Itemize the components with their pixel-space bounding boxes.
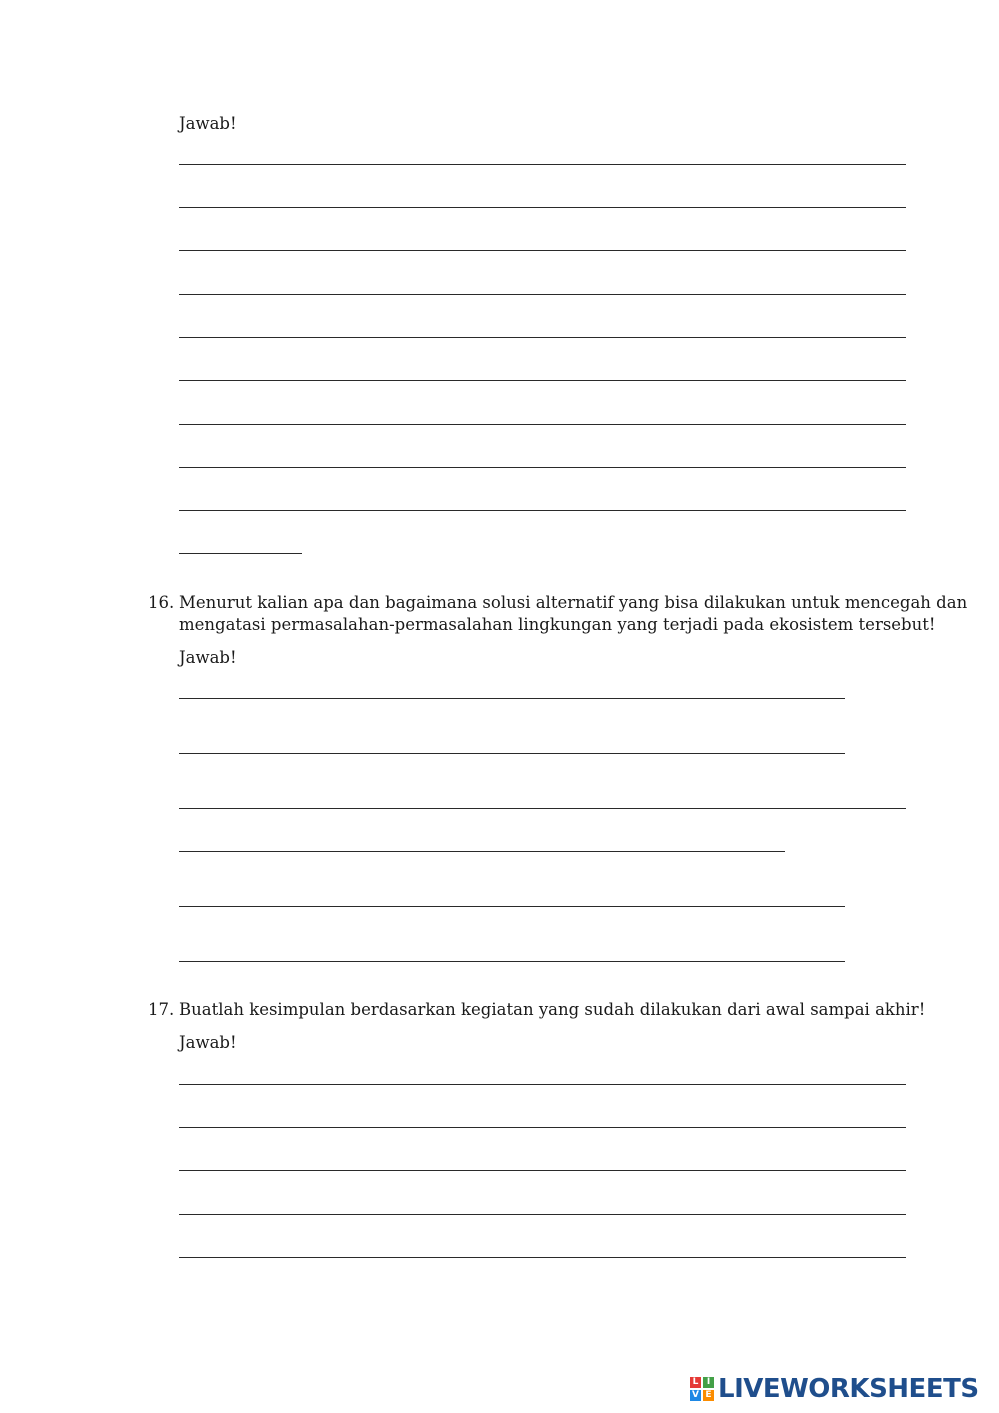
question-17-text: Buatlah kesimpulan berdasarkan kegiatan yang sudah dilakukan dari awal sampai akhir! [179,1000,926,1019]
answer-line-17-5[interactable] [179,1257,906,1258]
liveworksheets-wordmark: LIVEWORKSHEETS [718,1374,979,1404]
question-16-number: 16. [148,593,175,612]
answer-label-16: Jawab! [179,648,237,667]
answer-label-17: Jawab! [179,1033,237,1052]
answer-line-17-4[interactable] [179,1214,906,1215]
answer-line-17-2[interactable] [179,1127,906,1128]
answer-line-top-8[interactable] [179,467,906,468]
answer-line-17-1[interactable] [179,1084,906,1085]
answer-line-top-9[interactable] [179,510,906,511]
answer-line-top-10[interactable] [179,553,302,554]
answer-line-top-3[interactable] [179,250,906,251]
logo-letter-i: I [703,1377,714,1388]
answer-line-top-1[interactable] [179,164,906,165]
liveworksheets-logo-icon [690,1377,714,1401]
answer-line-16-2[interactable] [179,753,845,754]
question-16-text-line2: mengatasi permasalahan-permasalahan lingkungan yang terjadi pada ekosistem tersebut! [179,615,936,634]
answer-line-top-2[interactable] [179,207,906,208]
liveworksheets-brand [690,1372,979,1406]
answer-line-16-4[interactable] [179,851,785,852]
logo-letter-l: L [690,1377,701,1388]
answer-line-top-4[interactable] [179,294,906,295]
answer-line-17-3[interactable] [179,1170,906,1171]
answer-line-top-7[interactable] [179,424,906,425]
answer-line-16-1[interactable] [179,698,845,699]
answer-line-16-5[interactable] [179,906,845,907]
question-16-text-line1: Menurut kalian apa dan bagaimana solusi alternatif yang bisa dilakukan untuk mencegah dan [179,593,968,612]
answer-line-16-6[interactable] [179,961,845,962]
question-17-number: 17. [148,1000,175,1019]
answer-label-top: Jawab! [179,114,237,133]
logo-letter-v: V [690,1390,701,1401]
answer-line-16-3[interactable] [179,808,906,809]
logo-letter-e: E [703,1390,714,1401]
answer-line-top-5[interactable] [179,337,906,338]
answer-line-top-6[interactable] [179,380,906,381]
